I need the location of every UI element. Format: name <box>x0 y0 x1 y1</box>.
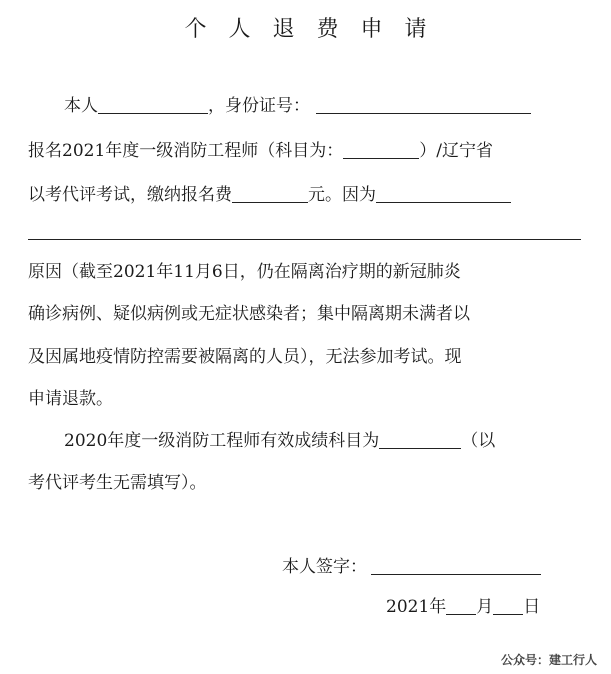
score-note: 考代评考生无需填写）。 <box>28 473 207 493</box>
name-idnumber-line <box>64 94 531 118</box>
signature-blank[interactable] <box>371 556 541 575</box>
score-blank[interactable] <box>379 430 461 449</box>
day-blank[interactable] <box>493 596 523 615</box>
name-label: 本人 <box>64 96 98 116</box>
fee-text: 以考代评考试，缴纳报名费 <box>28 185 232 205</box>
reason-line-4: 申请退款。 <box>28 389 113 409</box>
date-year: 2021年 <box>386 597 447 617</box>
subject-text: 报名2021年度一级消防工程师（科目为： <box>28 141 344 161</box>
reason-blank[interactable] <box>376 184 511 203</box>
document-title: 个人退费申请 <box>184 17 449 42</box>
name-blank[interactable] <box>98 95 208 114</box>
signature-label: 本人签字： <box>282 557 367 577</box>
fee-blank[interactable] <box>232 184 308 203</box>
reason-line-2: 确诊病例、疑似病例或无症状感染者；集中隔离期未满者以 <box>28 304 470 324</box>
reason-line-3: 及因属地疫情防控需要被隔离的人员），无法参加考试。现 <box>28 347 462 367</box>
date-month: 月 <box>476 597 494 617</box>
reason-blank-full-line[interactable] <box>28 239 581 240</box>
date-day: 日 <box>523 597 541 617</box>
signature-line <box>282 555 541 579</box>
reason-line-1: 原因（截至2021年11月6日，仍在隔离治疗期的新冠肺炎 <box>28 262 461 282</box>
idnumber-blank[interactable] <box>316 95 531 114</box>
province-text: ）/辽宁省 <box>419 141 493 161</box>
watermark: 公众号：建工行人 <box>500 653 597 667</box>
score-text: 2020年度一级消防工程师有效成绩科目为 <box>64 431 380 451</box>
month-blank[interactable] <box>446 596 476 615</box>
date-line <box>386 595 540 619</box>
reason-text: 元。因为 <box>308 185 376 205</box>
score-text-end: （以 <box>461 431 496 451</box>
subject-line <box>28 139 493 163</box>
idnumber-label: ，身份证号： <box>208 96 310 116</box>
fee-line <box>28 183 511 207</box>
score-line <box>64 429 495 453</box>
subject-blank[interactable] <box>343 140 419 159</box>
